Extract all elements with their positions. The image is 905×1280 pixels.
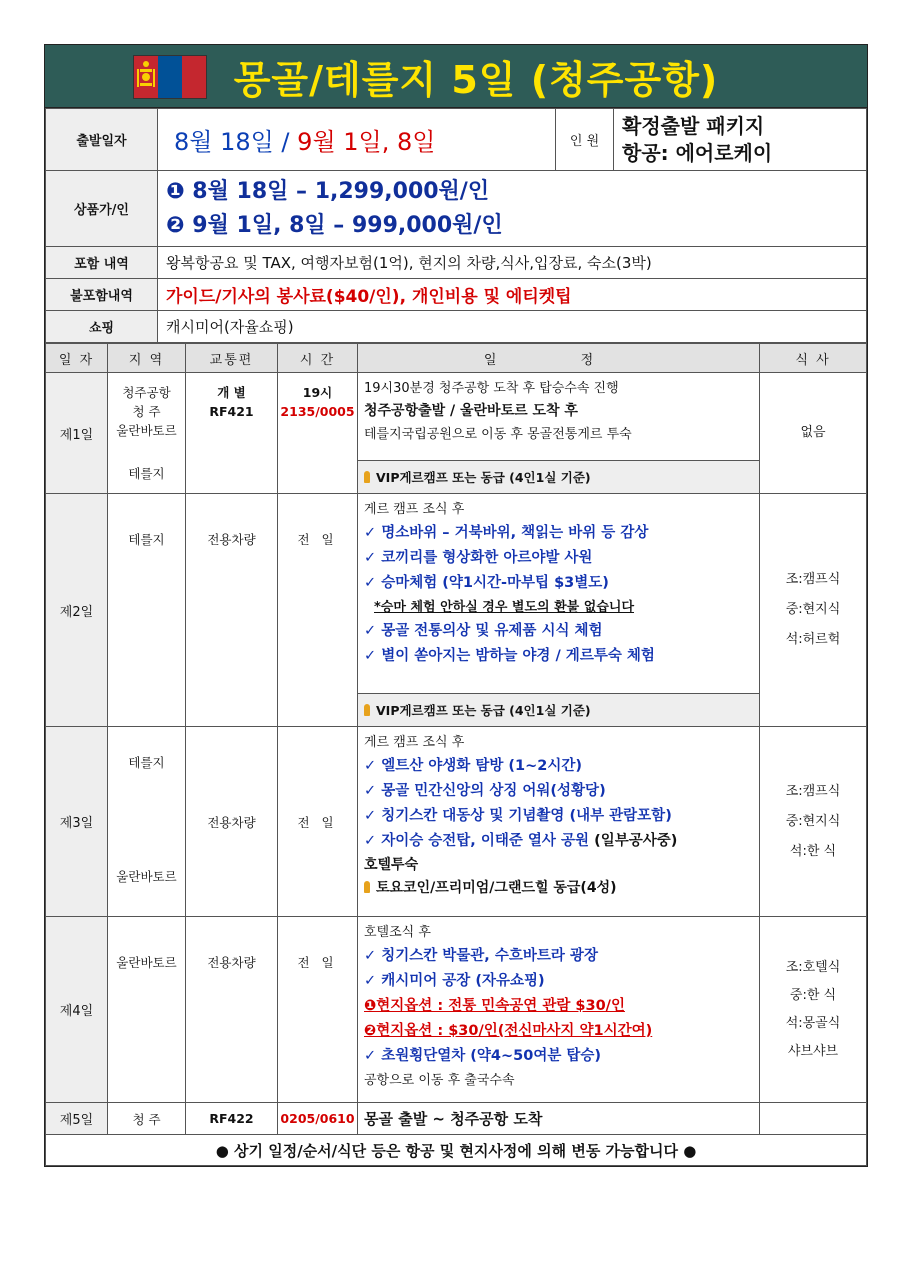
day-4-label: 제4일 [46, 917, 108, 1103]
people-label: 인 원 [556, 109, 614, 171]
departure-label: 출발일자 [46, 109, 158, 171]
shopping-items: 캐시미어(자율쇼핑) [158, 311, 867, 343]
day-1-time [278, 373, 358, 494]
day-1-schedule [358, 373, 760, 461]
day-1-regions [108, 373, 186, 494]
day-1-hotel [358, 461, 760, 494]
schedule-line: 게르 캠프 조식 후 [364, 502, 465, 517]
transport-type: 전용차량 [207, 814, 256, 830]
bulb-icon [364, 881, 370, 893]
check-text: ✓ 자이승 승전탑, 이태준 열사 공원 [364, 833, 589, 849]
hotel-text: VIP게르캠프 또는 동급 (4인1실 기준) [376, 470, 591, 485]
mongolia-flag-icon [133, 55, 207, 99]
col-time: 시 간 [278, 344, 358, 373]
schedule-check-item: ✓ 몽골 민간신앙의 상징 어워(성황당) [364, 783, 606, 799]
shopping-label: 쇼핑 [46, 311, 158, 343]
col-meals: 식 사 [760, 344, 867, 373]
region: 울란바토르 [116, 423, 177, 438]
page-title: 몽골/테를지 5일 (청주공항) [233, 57, 719, 102]
meal: 석:허르헉 [785, 632, 841, 647]
region: 테를지 [128, 466, 165, 481]
meal: 샤브샤브 [787, 1043, 839, 1059]
day-2-label: 제2일 [46, 494, 108, 727]
itinerary-sheet [44, 44, 868, 1167]
time-value: 19시 [302, 385, 333, 400]
day-1-label: 제1일 [46, 373, 108, 494]
hotel-text: VIP게르캠프 또는 동급 (4인1실 기준) [376, 703, 591, 718]
day-3-transport [186, 727, 278, 917]
schedule-check-item: ✓ 초원횡단열차 (약4~50여분 탑승) [364, 1048, 602, 1064]
schedule-check-item: ✓ 승마체험 (약1시간-마부팁 $3별도) [364, 575, 609, 591]
day-5-time [278, 1103, 358, 1135]
package-info [614, 109, 867, 171]
day-1-row [46, 373, 867, 461]
region: 청 주 [132, 1111, 161, 1127]
day-4-schedule [358, 917, 760, 1103]
schedule-note: *승마 체험 안하실 경우 별도의 환불 없습니다 [374, 600, 634, 615]
meal: 조:캠프식 [785, 572, 841, 587]
title-banner [45, 45, 867, 108]
region: 청 주 [132, 404, 161, 419]
day-2-schedule [358, 494, 760, 694]
price-cell [158, 171, 867, 247]
day-5-meals [760, 1103, 867, 1135]
region: 울란바토르 [116, 869, 177, 884]
day-2-meals [760, 494, 867, 727]
day-5-regions [108, 1103, 186, 1135]
flight-number: RF421 [209, 404, 254, 419]
transport-type: 전용차량 [207, 532, 256, 547]
flight-time: 2135/0005 [280, 404, 355, 419]
schedule-check-item: ✓ 캐시미어 공장 (자유쇼핑) [364, 973, 545, 989]
included-label: 포함 내역 [46, 247, 158, 279]
region: 테를지 [128, 532, 165, 547]
meal: 중:현지식 [785, 602, 841, 617]
schedule-line: 19시30분경 청주공항 도착 후 탑승수속 진행 [364, 381, 619, 396]
departure-date-aug: 8월 18일 / [174, 128, 290, 156]
meal: 없음 [800, 425, 826, 440]
day-1-meals [760, 373, 867, 494]
day-5-label: 제5일 [46, 1103, 108, 1135]
meal: 조:호텔식 [785, 959, 841, 975]
col-schedule: 일 정 [358, 344, 760, 373]
schedule-table [45, 343, 867, 1166]
day-4-time [278, 917, 358, 1103]
day-3-label: 제3일 [46, 727, 108, 917]
stay-text: 호텔투숙 [364, 857, 419, 873]
schedule-check-item: ✓ 명소바위 – 거북바위, 책읽는 바위 등 감상 [364, 525, 649, 541]
region: 울란바토르 [116, 955, 177, 970]
time-value: 전 일 [297, 532, 338, 547]
schedule-check-item: ✓ 몽골 전통의상 및 유제품 시식 체험 [364, 623, 603, 639]
day-1-transport [186, 373, 278, 494]
time-value: 전 일 [297, 814, 338, 830]
day-2-row [46, 494, 867, 694]
day-5-row [46, 1103, 867, 1135]
meal: 석:몽골식 [785, 1015, 841, 1031]
day-3-schedule [358, 727, 760, 917]
col-day: 일 자 [46, 344, 108, 373]
transport-type: 개 별 [217, 385, 246, 400]
price-1: ❶ 8월 18일 – 1,299,000원/인 [166, 178, 490, 204]
airline: 항공: 에어로케이 [622, 140, 773, 165]
day-4-regions [108, 917, 186, 1103]
schedule-line: 공항으로 이동 후 출국수속 [364, 1073, 515, 1088]
day-2-hotel [358, 694, 760, 727]
col-region: 지 역 [108, 344, 186, 373]
day-5-transport [186, 1103, 278, 1135]
region: 테를지 [128, 755, 165, 770]
price-label: 상품가/인 [46, 171, 158, 247]
schedule-check-item: ✓ 칭기스칸 대동상 및 기념촬영 (내부 관람포함) [364, 808, 672, 824]
day-4-meals [760, 917, 867, 1103]
day-2-transport [186, 494, 278, 727]
meal: 중:현지식 [785, 813, 841, 829]
day-3-time [278, 727, 358, 917]
day-2-time [278, 494, 358, 727]
meal: 석:한 식 [789, 843, 837, 859]
schedule-check-item: ✓ 별이 쏟아지는 밤하늘 야경 / 게르투숙 체험 [364, 648, 655, 664]
schedule-line: 청주공항출발 / 울란바토르 도착 후 [364, 403, 578, 419]
included-items: 왕복항공요 및 TAX, 여행자보험(1억), 현지의 차량,식사,입장료, 숙소(3박) [158, 247, 867, 279]
local-option: ❶현지옵션 : 전통 민속공연 관람 $30/인 [364, 998, 625, 1014]
transport-type: 전용차량 [207, 955, 256, 970]
schedule-line: 호텔조식 후 [364, 925, 431, 940]
hotel-text: 토요코인/프리미엄/그랜드힐 동급(4성) [376, 880, 617, 896]
bulb-icon [364, 704, 370, 716]
schedule-line: 테를지국립공원으로 이동 후 몽골전통게르 투숙 [364, 427, 632, 442]
region: 청주공항 [122, 385, 171, 400]
time-value: 전 일 [297, 955, 338, 970]
departure-dates [158, 109, 556, 171]
flight-time: 0205/0610 [280, 1111, 355, 1126]
departure-date-sep: 9월 1일, 8일 [297, 128, 436, 156]
day-4-transport [186, 917, 278, 1103]
meal: 조:캠프식 [785, 783, 841, 799]
schedule-line: 게르 캠프 조식 후 [364, 735, 465, 750]
excluded-label: 불포함내역 [46, 279, 158, 311]
schedule-check-item: ✓ 엘트산 야생화 탐방 (1~2시간) [364, 758, 582, 774]
day-3-meals [760, 727, 867, 917]
schedule-check-item: ✓ 코끼리를 형상화한 아르야발 사원 [364, 550, 593, 566]
meal: 중:한 식 [789, 987, 837, 1003]
flight-number: RF422 [209, 1111, 254, 1126]
schedule-check-item [364, 829, 759, 854]
notice-row [46, 1135, 867, 1166]
bulb-icon [364, 471, 370, 483]
price-2: ❷ 9월 1일, 8일 – 999,000원/인 [166, 212, 503, 238]
local-option: ❷현지옵션 : $30/인(전신마사지 약1시간여) [364, 1023, 653, 1039]
check-note: (일부공사중) [594, 833, 678, 849]
day-2-regions [108, 494, 186, 727]
day-4-row [46, 917, 867, 1103]
day-3-row [46, 727, 867, 917]
day-3-hotel [364, 877, 759, 900]
schedule-line: 몽골 출발 ~ 청주공항 도착 [364, 1110, 543, 1128]
schedule-check-item: ✓ 칭기스칸 박물관, 수흐바트라 광장 [364, 948, 598, 964]
schedule-header-row [46, 344, 867, 373]
notice-text: ● 상기 일정/순서/식단 등은 항공 및 현지사정에 의해 변동 가능합니다 ● [46, 1135, 867, 1166]
col-transport: 교통편 [186, 344, 278, 373]
info-table [45, 108, 867, 343]
day-5-schedule [358, 1103, 760, 1135]
package-type: 확정출발 패키지 [622, 113, 765, 138]
excluded-items: 가이드/기사의 봉사료($40/인), 개인비용 및 에티켓팁 [158, 279, 867, 311]
day-3-regions [108, 727, 186, 917]
